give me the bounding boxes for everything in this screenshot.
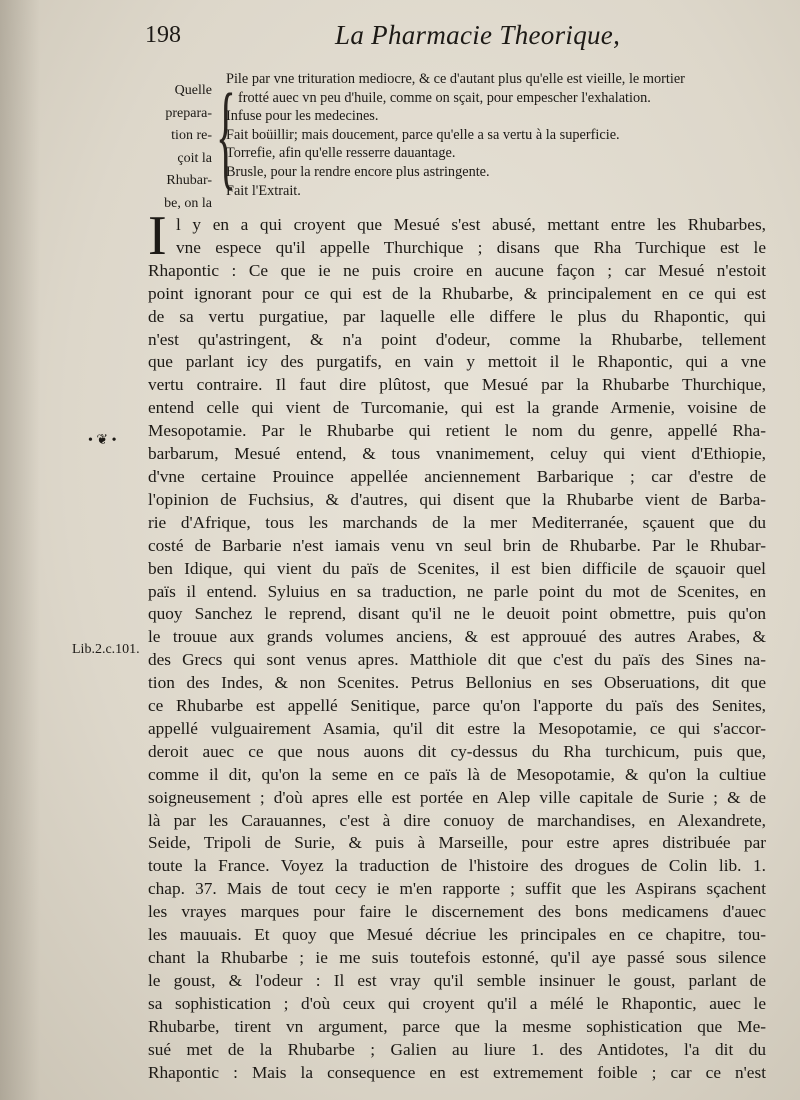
- text-line: le goust, & l'odeur : Il est vray qu'il semble insinuer le goust, parlant de: [148, 970, 766, 990]
- table-label-line: çoit la: [177, 150, 212, 166]
- text-line: barbarum, Mesué entend, & tous vnanimement, celuy qui vient d'Ethiopie,: [148, 444, 766, 464]
- text-line: vne espece qu'il appelle Thurchique ; disans que Rha Turchique est le: [176, 237, 766, 257]
- text-line: rie d'Afrique, tous les marchands de la mer Mediterranée, sçauent que du: [148, 512, 766, 532]
- text-line: n'est qu'astringent, & n'a point d'odeur, comme la Rhubarbe, tellement: [148, 329, 766, 349]
- table-label: [112, 80, 212, 215]
- text-line: d'vne certaine Prouince appellée anciennement Barbarique ; car d'estre de: [148, 466, 766, 486]
- text-line: là par les Carauannes, c'est à dire conuoy de marchandises, en Alexandrete,: [148, 810, 766, 830]
- text-line: appellé vulguairement Asamia, qu'il dit estre la Mesopotamie, ce qui s'accor-: [148, 718, 766, 738]
- text-line: Rhapontic : Mais la consequence en est extremement foible ; car ce n'est: [148, 1062, 766, 1082]
- text-line: tion des Indes, & non Scenites. Petrus Bellonius en ses Obseruations, dit que: [148, 673, 766, 693]
- text-line: de sa vertu purgatiue, par laquelle elle differe le plus du Rhapontic, qui: [148, 306, 766, 326]
- text-line: Mesopotamie. Par le Rhubarbe qui retient le nom du genre, appellé Rha-: [148, 421, 766, 441]
- text-line: l y en a qui croyent que Mesué s'est abusé, mettant entre les Rhubarbes,: [176, 215, 766, 234]
- text-line: païs il entend. Syluius en sa traduction, ne parle point du mot de Scenites, en: [148, 581, 766, 601]
- table-item: Brusle, pour la rendre encore plus astringente.: [226, 163, 490, 180]
- text-line: soigneusement ; d'où apres elle est portée en Alep ville capitale de Surie ; & de: [148, 787, 766, 807]
- text-line: Rhapontic : Ce que ie ne puis croire en aucune façon ; car Mesué n'estoit: [148, 260, 766, 280]
- margin-ornament: • ❦ •: [88, 433, 117, 448]
- margin-reference: Lib.2.c.101.: [72, 642, 140, 657]
- text-line: ce Rhubarbe est appellé Senitique, parce qu'on l'apporte du païs des Senites,: [148, 696, 766, 716]
- table-label-line: tion re-: [171, 128, 212, 143]
- text-line: vertu contraire. Il faut dire plûtost, que Mesué par la Rhubarbe Thurchique,: [148, 375, 766, 395]
- text-line: deroit auec ce que nous auons dit cy-dessus du Rha turchicum, puis que,: [148, 741, 766, 761]
- drop-cap: I: [148, 205, 167, 267]
- table-label-line: Quelle: [174, 83, 212, 98]
- text-line: les mauuais. Et quoy que Mesué décriue les principales en ce chapitre, tou-: [148, 925, 766, 945]
- text-line: que parlant icy des purgatifs, en vain y mettoit il le Rhapontic, qui a vne: [148, 352, 766, 372]
- table-item: Infuse pour les medecines.: [226, 108, 379, 125]
- table-items: [226, 70, 774, 200]
- text-line: ben Idique, qui vient du païs de Scenites, il est bien difficile de sçauoir quel: [148, 558, 766, 578]
- text-line: le trouue aux grands volumes anciens, & est approuué des autres Arabes, &: [148, 627, 766, 647]
- curly-brace: {: [216, 69, 236, 200]
- table-item: Fait l'Extrait.: [226, 182, 301, 199]
- page-gutter-shadow: [0, 0, 40, 1100]
- page-number: 198: [145, 22, 181, 48]
- table-item: frotté auec vn peu d'huile, comme on sçait, pour empescher l'exhalation.: [238, 89, 651, 106]
- text-line: sué met de la Rhubarbe ; Galien au liure 1. des Antidotes, l'a dit du: [148, 1039, 766, 1059]
- text-line: chap. 37. Mais de tout cecy ie m'en rapporte ; suffit que les Aspirans sçachent: [148, 879, 766, 899]
- text-line: chant la Rhubarbe ; ie me suis toutefois estonné, qu'il aye passé sous silence: [148, 948, 766, 967]
- text-line: comme il dit, qu'on la seme en ce païs là de Mesopotamie, & qu'on la cultiue: [148, 764, 766, 784]
- text-line: costé de Barbarie n'est iamais venu vn seul brin de Rhubarbe. Par le Rhubar-: [148, 535, 766, 555]
- text-line: Rhubarbe, tirent vn argument, parce que la mesme sophistication que Me-: [148, 1016, 766, 1036]
- table-item: Torrefie, afin qu'elle resserre dauantage.: [226, 145, 456, 162]
- preparation-table: [112, 69, 772, 211]
- table-label-line: Rhubar-: [166, 173, 212, 188]
- table-item: Pile par vne trituration mediocre, & ce d'autant plus qu'elle est vieille, le mortier: [226, 71, 685, 87]
- text-line: les vrayes marques pour faire le discernement des bons medicamens d'auec: [148, 902, 766, 922]
- text-line: toute la France. Voyez la traduction de l'histoire des drogues de Colin lib. 1.: [148, 856, 766, 876]
- text-line: Seide, Tripoli de Surie, & puis à Marseille, pour estre apres distribuée par: [148, 833, 766, 853]
- text-line: quoy Sanchez le reprend, disant qu'il ne le deuoit point obmettre, puis qu'on: [148, 604, 766, 624]
- text-line: entend celle qui vient de Turcomanie, qui est la grande Armenie, voisine de: [148, 398, 766, 418]
- body-text: [148, 214, 766, 1084]
- table-label-line: be, on la: [164, 195, 212, 211]
- text-line: sa sophistication ; d'où ceux qui croyent qu'il a mélé le Rhapontic, auec le: [148, 993, 766, 1013]
- table-item: Fait boüillir; mais doucement, parce qu'elle a sa vertu à la superficie.: [226, 126, 620, 143]
- text-line: l'opinion de Fuchsius, & d'autres, qui disent que la Rhubarbe vient de Barba-: [148, 489, 766, 509]
- page-header: [145, 20, 765, 60]
- running-title: La Pharmacie Theorique,: [335, 20, 621, 50]
- text-line: point ignorant pour ce qui est de la Rhubarbe, & principalement en ce qui est: [148, 283, 766, 303]
- table-label-line: prepara-: [165, 105, 212, 121]
- text-line: des Grecs qui sont venus apres. Matthiole dit que c'est du païs des Sines na-: [148, 650, 766, 670]
